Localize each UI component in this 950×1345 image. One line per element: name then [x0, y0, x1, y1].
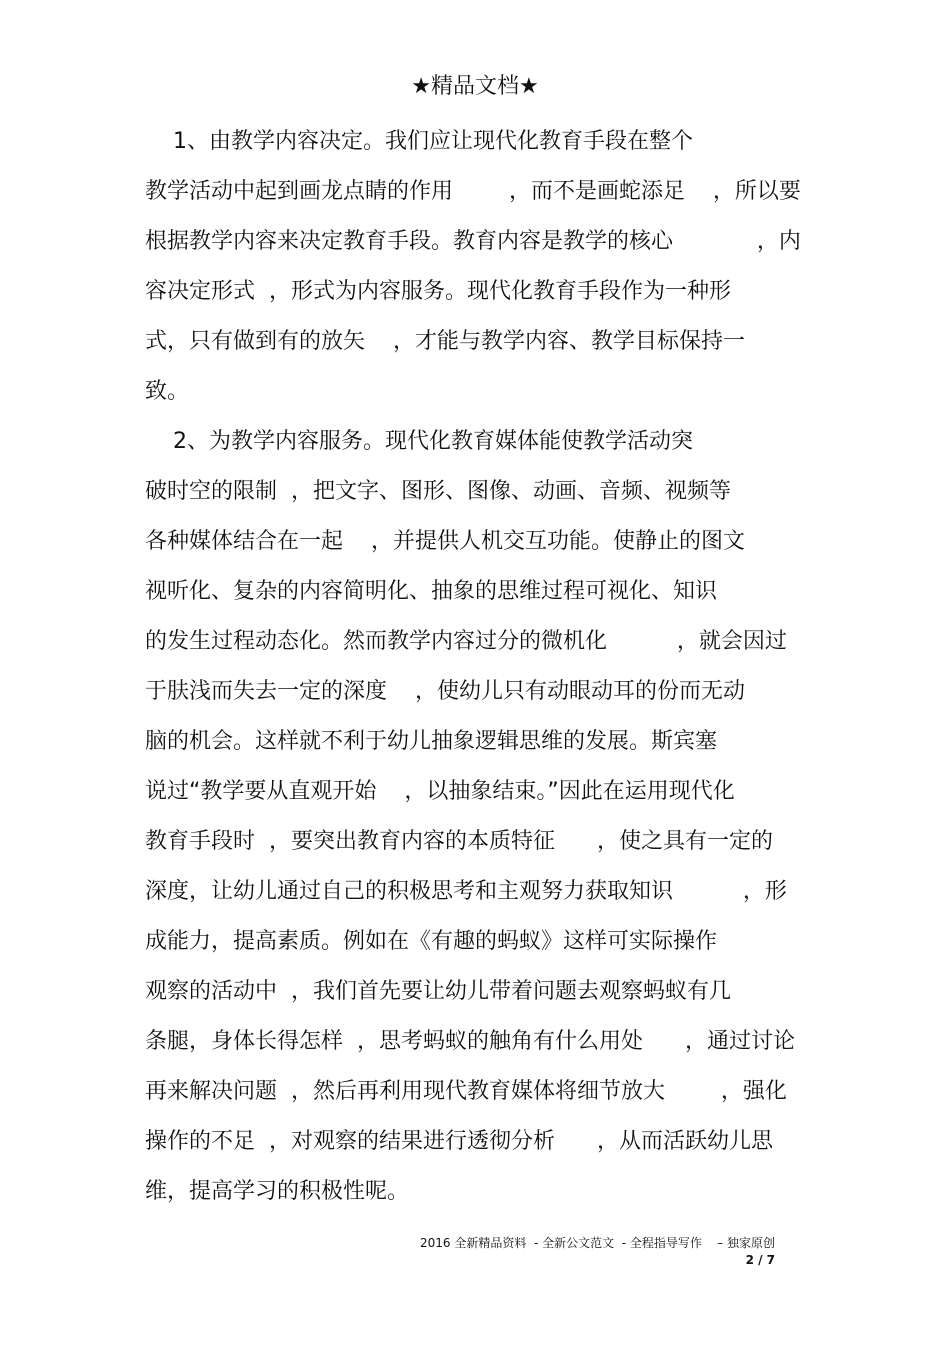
body-line: 教育手段时 ，要突出教育内容的本质特征 ，使之具有一定的	[145, 829, 773, 854]
body-line: 于肤浅而失去一定的深度 ，使幼儿只有动眼动耳的份而无动	[145, 679, 745, 704]
body-line: 条腿，身体长得怎样 ，思考蚂蚁的触角有什么用处 ，通过讨论	[145, 1029, 795, 1054]
body-line: 容决定形式 ，形式为内容服务。现代化教育手段作为一种形	[145, 279, 731, 304]
body-line: 破时空的限制 ，把文字、图形、图像、动画、音频、视频等	[145, 479, 731, 504]
body-line: 视听化、复杂的内容简明化、抽象的思维过程可视化、知识	[145, 579, 718, 604]
body-line: 各种媒体结合在一起 ，并提供人机交互功能。使静止的图文	[145, 529, 745, 554]
body-line: 式，只有做到有的放矢 ，才能与教学内容、教学目标保持一	[145, 329, 745, 354]
body-line: 观察的活动中 ，我们首先要让幼儿带着问题去观察蚂蚁有几	[145, 979, 731, 1004]
body-line: 深度，让幼儿通过自己的积极思考和主观努力获取知识 ，形	[145, 879, 787, 904]
body-line: 2、为教学内容服务。现代化教育媒体能使教学活动突	[145, 429, 693, 454]
body-line: 致。	[145, 379, 190, 404]
body-line: 的发生过程动态化。然而教学内容过分的微机化 ，就会因过	[145, 629, 787, 654]
body-line: 维，提高学习的积极性呢。	[145, 1179, 410, 1204]
body-line: 成能力，提高素质。例如在《有趣的蚂蚁》这样可实际操作	[145, 929, 718, 954]
body-line: 再来解决问题 ，然后再利用现代教育媒体将细节放大 ，强化	[145, 1079, 787, 1104]
page-header-title: ★精品文档★	[411, 74, 539, 99]
body-line: 说过“教学要从直观开始 ，以抽象结束。”因此在运用现代化	[145, 779, 735, 804]
body-line: 1、由教学内容决定。我们应让现代化教育手段在整个	[145, 129, 693, 154]
body-line: 操作的不足 ，对观察的结果进行透彻分析 ，从而活跃幼儿思	[145, 1129, 773, 1154]
body-line: 根据教学内容来决定教育手段。教育内容是教学的核心 ，内	[145, 229, 801, 254]
body-line: 脑的机会。这样就不利于幼儿抽象逻辑思维的发展。斯宾塞	[145, 729, 718, 754]
footer-text: 2016 全新精品资料 - 全新公文范文 - 全程指导写作 – 独家原创	[420, 1236, 775, 1250]
page-number: 2 / 7	[745, 1253, 775, 1267]
body-line: 教学活动中起到画龙点睛的作用 ，而不是画蛇添足 ，所以要	[145, 179, 801, 204]
